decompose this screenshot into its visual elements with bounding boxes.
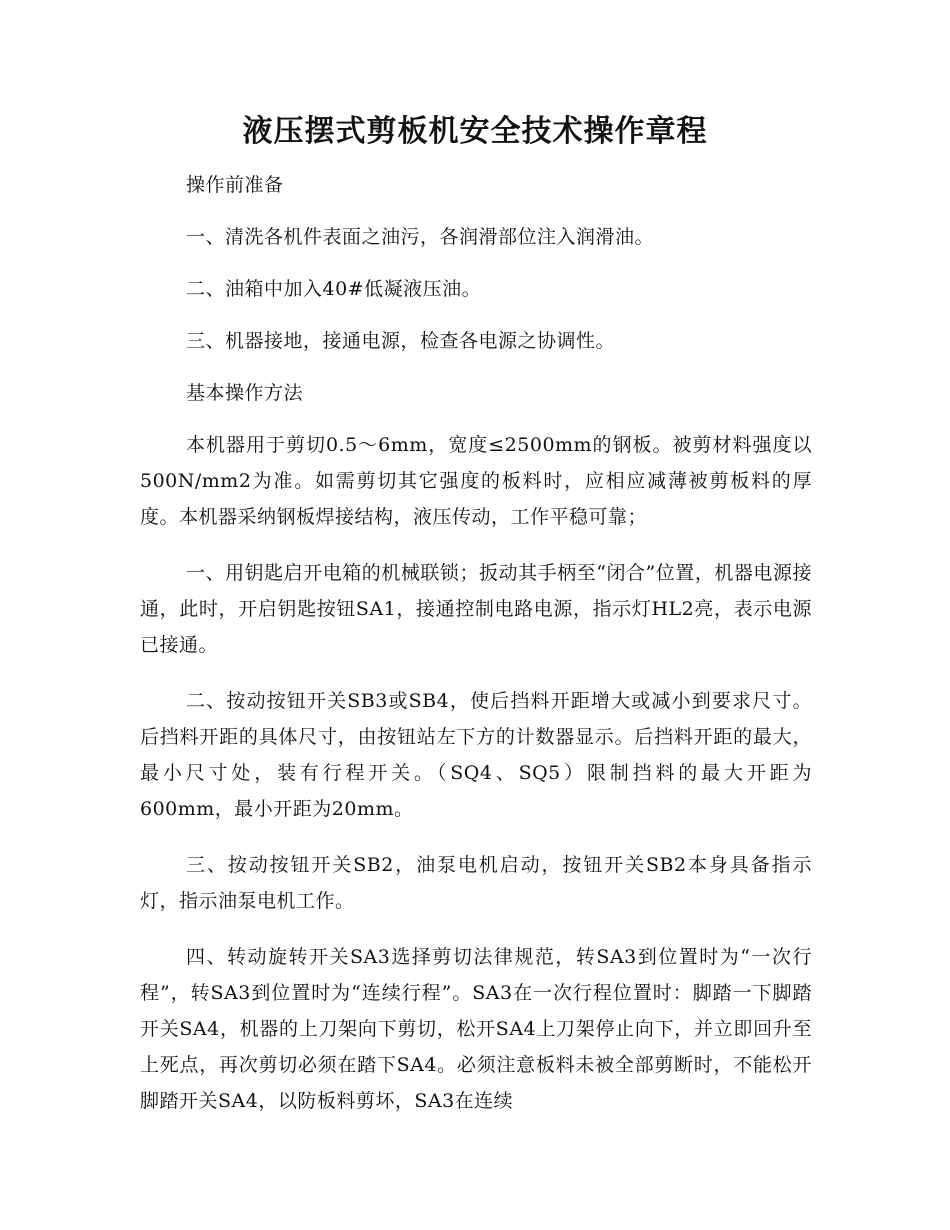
paragraph-prep-1: 一、清洗各机件表面之油污，各润滑部位注入润滑油。 [186,226,655,248]
section-heading-basic-operation: 基本操作方法 [186,382,304,404]
paragraph-step-2: 二、按动按钮开关SB3或SB4，使后挡料开距增大或减小到要求尺寸。后挡料开距的具体尺寸，由按钮站左下方的计数器显示。后挡料开距的最大，最小尺寸处，装有行程开关。（SQ4、SQ5）限制挡料的最大开距为600mm，最小开距为20mm。 [140,690,812,820]
paragraph-step-3: 三、按动按钮开关SB2，油泵电机启动，按钮开关SB2本身具备指示灯，指示油泵电机工作。 [140,854,812,912]
paragraph-intro: 本机器用于剪切0.5～6mm，宽度≤2500mm的钢板。被剪材料强度以500N/mm2为准。如需剪切其它强度的板料时，应相应减薄被剪板料的厚度。本机器采纳钢板焊接结构，液压传动，工作平稳可靠； [140,434,812,528]
document-title: 液压摆式剪板机安全技术操作章程 [242,114,708,149]
section-heading-preparation: 操作前准备 [186,174,284,196]
paragraph-prep-3: 三、机器接地，接通电源，检查各电源之协调性。 [186,330,616,352]
paragraph-step-4: 四、转动旋转开关SA3选择剪切法律规范，转SA3到位置时为“一次行程”，转SA3到位置时为“连续行程”。SA3在一次行程位置时：脚踏一下脚踏开关SA4，机器的上刀架向下剪切，松开SA4上刀架停止向下，并立即回升至上死点，再次剪切必须在踏下SA4。必须注意板料未被全部剪断时，不能松开脚踏开关SA4，以防板料剪坏，SA3在连续 [140,946,812,1112]
paragraph-prep-2: 二、油箱中加入40#低凝液压油。 [186,278,482,300]
paragraph-step-1: 一、用钥匙启开电箱的机械联锁；扳动其手柄至“闭合”位置，机器电源接通，此时，开启钥匙按钮SA1，接通控制电路电源，指示灯HL2亮，表示电源已接通。 [140,562,812,656]
